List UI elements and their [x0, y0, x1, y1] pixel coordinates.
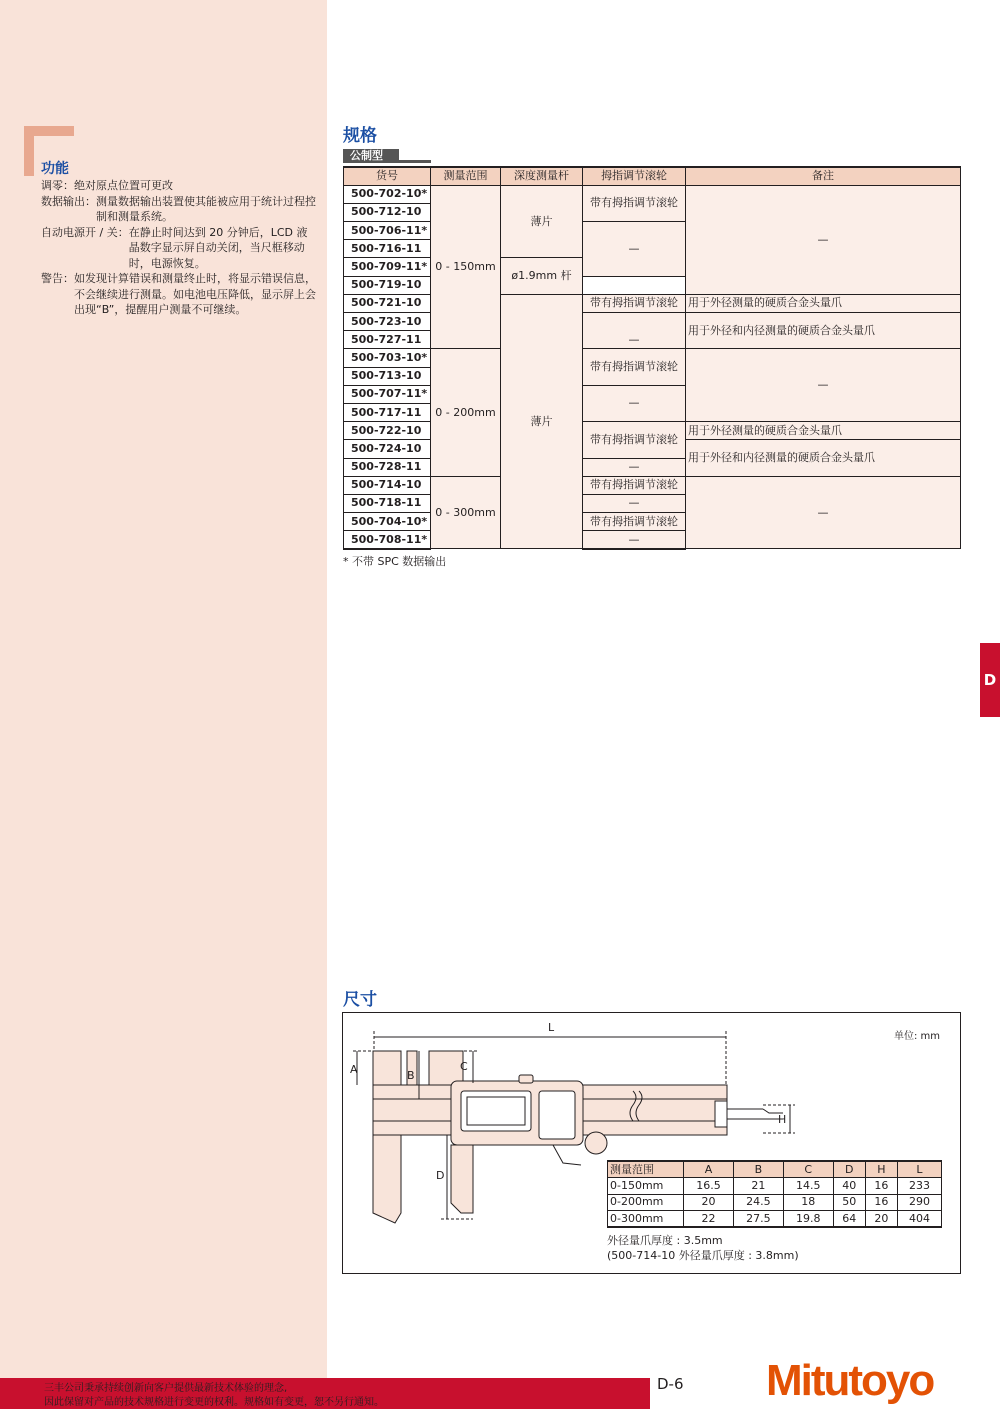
thumb-cell: —	[583, 531, 686, 549]
thumb-cell: 带有拇指调节滚轮	[583, 349, 686, 385]
item-code: 500-708-11*	[344, 531, 431, 549]
thumb-cell: 带有拇指调节滚轮	[583, 422, 686, 458]
item-code: 500-721-10	[344, 294, 431, 312]
item-code: 500-724-10	[344, 440, 431, 458]
item-code: 500-717-11	[344, 403, 431, 421]
item-code: 500-714-10	[344, 476, 431, 494]
feature-label: 警告：	[41, 272, 74, 285]
feature-label: 自动电源开 / 关：	[41, 225, 129, 239]
dim-cell: 24.5	[733, 1194, 783, 1211]
item-code: 500-707-11*	[344, 385, 431, 403]
footer-line: 因此保留对产品的技术规格进行变更的权利。规格如有变更，恕不另行通知。	[44, 1397, 384, 1408]
item-code: 500-709-11*	[344, 258, 431, 276]
thumb-cell: —	[583, 494, 686, 512]
remark-cell: 用于外径测量的硬质合金头量爪	[686, 422, 961, 440]
depth-cell: ø1.9mm 杆	[501, 258, 583, 294]
dim-cell: 64	[833, 1211, 865, 1228]
spec-footnote: * 不带 SPC 数据输出	[343, 555, 447, 568]
range-cell: 0 - 200mm	[431, 349, 501, 476]
header-range: 测量范围	[431, 167, 501, 185]
feature-item	[41, 178, 317, 194]
thumb-cell: —	[583, 222, 686, 277]
thumb-cell: 带有拇指调节滚轮	[583, 476, 686, 494]
table-row	[608, 1178, 942, 1195]
dim-label-d: D	[436, 1169, 445, 1182]
spec-table-header	[344, 167, 961, 185]
item-code: 500-722-10	[344, 422, 431, 440]
item-code: 500-712-10	[344, 203, 431, 221]
header-thumb: 拇指调节滚轮	[583, 167, 686, 185]
dim-cell: 20	[865, 1211, 897, 1228]
dim-cell: 22	[684, 1211, 734, 1228]
thumb-cell: 带有拇指调节滚轮	[583, 294, 686, 312]
dim-cell: 0-300mm	[608, 1211, 684, 1228]
range-cell: 0 - 300mm	[431, 476, 501, 549]
dim-cell: 404	[898, 1211, 942, 1228]
dim-cell: 16	[865, 1178, 897, 1195]
unit-label: 单位: mm	[894, 1031, 941, 1042]
item-code: 500-713-10	[344, 367, 431, 385]
section-tab-d: D	[980, 643, 1000, 717]
header-depth: 深度测量杆	[501, 167, 583, 185]
dim-header: B	[733, 1161, 783, 1178]
feature-label: 数据输出：	[41, 194, 96, 208]
dim-label-a: A	[350, 1063, 358, 1076]
dim-cell: 14.5	[783, 1178, 833, 1195]
features-list	[41, 178, 317, 318]
mitutoyo-logo: Mitutoyo	[766, 1356, 934, 1405]
feature-text: 绝对原点位置可更改	[74, 179, 173, 192]
table-row	[608, 1194, 942, 1211]
dim-cell: 40	[833, 1178, 865, 1195]
jaw-note-exception: (500-714-10 外径量爪厚度 : 3.8mm)	[607, 1249, 799, 1262]
spec-table	[343, 166, 961, 550]
dim-header: 测量范围	[608, 1161, 684, 1178]
item-code: 500-703-10*	[344, 349, 431, 367]
thumb-cell	[583, 313, 686, 349]
dim-cell: 16.5	[684, 1178, 734, 1195]
dim-header: D	[833, 1161, 865, 1178]
item-code: 500-704-10*	[344, 513, 431, 531]
remark-cell: —	[686, 349, 961, 422]
spec-title: 规格	[343, 126, 377, 146]
dim-header: H	[865, 1161, 897, 1178]
page-number: D-6	[657, 1375, 684, 1393]
header-remark: 备注	[686, 167, 961, 185]
item-code: 500-723-10	[344, 313, 431, 331]
thumb-cell: 带有拇指调节滚轮	[583, 185, 686, 221]
item-code: 500-719-10	[344, 276, 431, 294]
dim-cell: 50	[833, 1194, 865, 1211]
depth-cell: 薄片	[501, 294, 583, 549]
features-title: 功能	[41, 161, 69, 177]
item-code: 500-728-11	[344, 458, 431, 476]
dim-cell: 21	[733, 1178, 783, 1195]
dim-cell: 18	[783, 1194, 833, 1211]
metric-tab	[343, 149, 431, 163]
table-row	[608, 1211, 942, 1228]
dim-cell: 0-200mm	[608, 1194, 684, 1211]
dim-label-h: H	[778, 1113, 787, 1126]
header-code: 货号	[344, 167, 431, 185]
table-row	[344, 476, 961, 494]
dim-label-b: B	[407, 1069, 415, 1082]
dim-cell: 233	[898, 1178, 942, 1195]
item-code: 500-702-10*	[344, 185, 431, 203]
remark-cell: 用于外径和内径测量的硬质合金头量爪	[686, 440, 961, 476]
feature-text: 在静止时间达到 20 分钟后，LCD 液晶数字显示屏自动关闭，当尺框移动时，电源恢复。	[128, 225, 308, 270]
feature-item	[41, 225, 317, 272]
dimensions-title: 尺寸	[343, 990, 377, 1010]
dim-cell: 290	[898, 1194, 942, 1211]
range-cell: 0 - 150mm	[431, 185, 501, 349]
dim-cell: 27.5	[733, 1211, 783, 1228]
feature-item	[41, 194, 317, 225]
thumb-cell: —	[583, 385, 686, 421]
dim-header: C	[783, 1161, 833, 1178]
item-code: 500-727-11	[344, 331, 431, 349]
dimensions-table	[607, 1160, 942, 1228]
feature-text: 如发现计算错误和测量终止时，将显示错误信息，不会继续进行测量。如电池电压降低，显示屏上会出现“B”，提醒用户测量不可继续。	[74, 272, 316, 316]
dim-header: L	[898, 1161, 942, 1178]
dim-label-l: L	[548, 1021, 555, 1034]
feature-text: 测量数据输出装置使其能被应用于统计过程控制和测量系统。	[96, 194, 316, 223]
dim-cell: 0-150mm	[608, 1178, 684, 1195]
remark-cell: —	[686, 476, 961, 549]
footer-disclaimer	[44, 1382, 384, 1409]
dim-cell: 16	[865, 1194, 897, 1211]
dim-label-c: C	[460, 1060, 468, 1073]
thumb-cell: —	[583, 458, 686, 476]
jaw-thickness-notes	[607, 1233, 799, 1263]
dim-table-header	[608, 1161, 942, 1178]
item-code: 500-716-11	[344, 240, 431, 258]
dim-header: A	[684, 1161, 734, 1178]
jaw-note: 外径量爪厚度 : 3.5mm	[607, 1234, 723, 1247]
item-code: 500-706-11*	[344, 222, 431, 240]
depth-cell: 薄片	[501, 185, 583, 258]
dim-cell: 19.8	[783, 1211, 833, 1228]
table-row	[344, 185, 961, 203]
remark-cell: 用于外径测量的硬质合金头量爪	[686, 294, 961, 312]
remark-cell: 用于外径和内径测量的硬质合金头量爪	[686, 313, 961, 349]
footer-line: 三丰公司秉承持续创新向客户提供最新技术体验的理念,	[44, 1383, 288, 1394]
thumb-value: —	[628, 333, 640, 347]
feature-item	[41, 271, 317, 318]
dim-cell: 20	[684, 1194, 734, 1211]
remark-cell: —	[686, 185, 961, 294]
item-code: 500-718-11	[344, 494, 431, 512]
metric-tab-label: 公制型	[343, 149, 399, 163]
table-row	[344, 349, 961, 367]
feature-label: 调零：	[41, 179, 74, 192]
thumb-cell: 带有拇指调节滚轮	[583, 513, 686, 531]
